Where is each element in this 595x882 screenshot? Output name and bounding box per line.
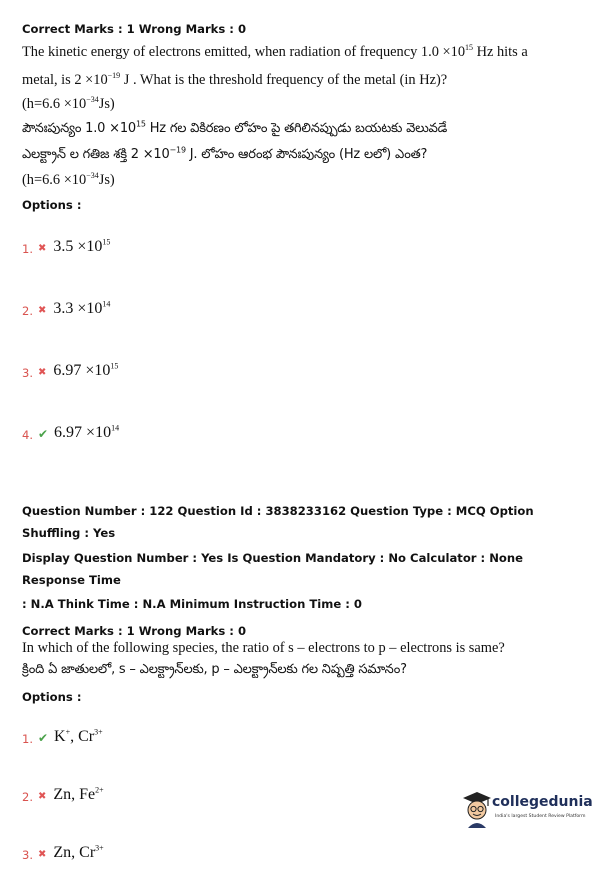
option-text: Zn, $Cr^{3+}$ <box>53 843 104 861</box>
option-text: $3.3 \times 10^{14}$ <box>53 299 111 317</box>
question-text-telugu-line2: ఎలక్ట్రాన్ ల గతిజ శక్తి $2 \times 10^{-19}$ J. లోహం ఆరంభ పౌనఃపున్యం (Hz లలో) ఎంత? <box>22 145 428 162</box>
question-info-line3: : N.A Think Time : N.A Minimum Instruction Time : 0 <box>22 597 362 611</box>
marks-line: Correct Marks : 1 Wrong Marks : 0 <box>22 624 247 638</box>
option-number: 2. <box>22 304 33 318</box>
logo-wordmark: collegedunia <box>492 794 593 810</box>
logo-tagline: India's largest Student Review Platform <box>495 814 586 819</box>
check-icon: ✔ <box>37 427 49 441</box>
options-label: Options : <box>22 690 82 704</box>
option-4 <box>22 402 582 464</box>
question-info-line2: Display Question Number : Yes Is Question Mandatory : No Calculator : None Response Time <box>22 551 524 587</box>
option-text: K+, $Cr^{3+}$ <box>54 727 103 745</box>
option-1 <box>22 708 582 766</box>
cross-icon: ✖ <box>37 366 47 378</box>
option-text: $6.97 \times 10^{14}$ <box>54 423 120 441</box>
option-number: 1. <box>22 732 33 746</box>
option-2 <box>22 278 582 340</box>
option-number: 3. <box>22 848 33 862</box>
option-text: Zn, $Fe^{2+}$ <box>53 785 104 803</box>
question-text-english-line1: The kinetic energy of electrons emitted, when radiation of frequency $1.0 \times 10^{15}$ Hz hits a <box>22 43 528 60</box>
planck-constant-line-telugu: $(h=6.6 \times 10^{-34}Js)$ <box>22 171 115 188</box>
question-text-telugu: క్రింది ఏ జాతులలో, s – ఎలక్ట్రాన్‌లకు, p – ఎలక్ట్రాన్‌లకు గల నిష్పత్తి సమానం? <box>22 662 407 677</box>
check-icon: ✔ <box>37 731 49 745</box>
graduate-mascot-icon <box>462 790 492 828</box>
option-number: 3. <box>22 366 33 380</box>
option-number: 1. <box>22 242 33 256</box>
question-121-section <box>22 18 582 464</box>
cross-icon: ✖ <box>37 242 47 254</box>
option-number: 2. <box>22 790 33 804</box>
option-number: 4. <box>22 428 33 442</box>
option-1 <box>22 216 582 278</box>
option-3 <box>22 340 582 402</box>
question-text-english-line2: metal, is $2 \times 10^{-19}$ J . What is the threshold frequency of the metal (in Hz)? <box>22 71 448 88</box>
question-text-english: In which of the following species, the ratio of s – electrons to p – electrons is same? <box>22 640 505 656</box>
options-label: Options : <box>22 198 82 212</box>
cross-icon: ✖ <box>37 848 47 860</box>
option-text: $3.5 \times 10^{15}$ <box>53 237 111 255</box>
cross-icon: ✖ <box>37 304 47 316</box>
planck-constant-line: $(h=6.6 \times 10^{-34}Js)$ <box>22 95 115 112</box>
question-info-line1: Question Number : 122 Question Id : 3838233162 Question Type : MCQ Option Shuffling : Yes <box>22 504 534 540</box>
cross-icon: ✖ <box>37 790 47 802</box>
question-text-telugu-line1: పౌనఃపున్యం $1.0 \times 10^{15}$ Hz గల వికిరణం లోహం పై తగిలినప్పుడు బయటకు వెలువడే <box>22 119 448 136</box>
option-3 <box>22 824 582 882</box>
collegedunia-logo <box>462 790 593 830</box>
option-text: $6.97 \times 10^{15}$ <box>53 361 119 379</box>
marks-line: Correct Marks : 1 Wrong Marks : 0 <box>22 22 247 36</box>
